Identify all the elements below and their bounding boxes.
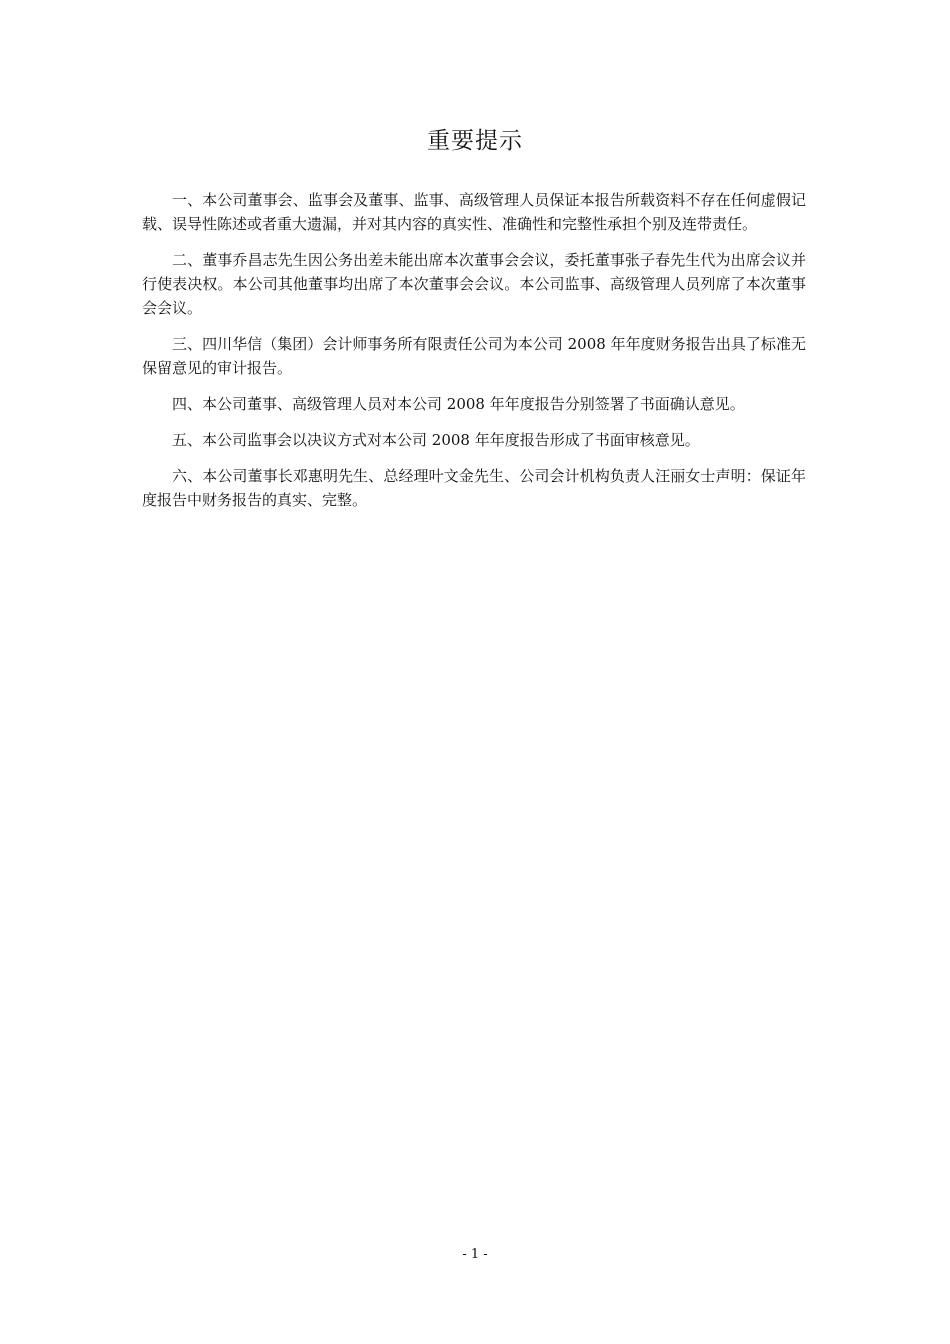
paragraph-4: 四、本公司董事、高级管理人员对本公司 2008 年年度报告分别签署了书面确认意见。 (172, 395, 745, 413)
document-body (142, 188, 806, 524)
paragraph-5: 五、本公司监事会以决议方式对本公司 2008 年年度报告形成了书面审核意见。 (172, 431, 700, 449)
paragraph-3: 三、四川华信（集团）会计师事务所有限责任公司为本公司 2008 年年度财务报告出具了标准无保留意见的审计报告。 (142, 335, 806, 377)
paragraph-6: 六、本公司董事长邓惠明先生、总经理叶文金先生、公司会计机构负责人汪丽女士声明：保证年度报告中财务报告的真实、完整。 (142, 467, 806, 509)
page-number: - 1 - (462, 1247, 488, 1262)
paragraph-1: 一、本公司董事会、监事会及董事、监事、高级管理人员保证本报告所载资料不存在任何虚假记载、误导性陈述或者重大遗漏，并对其内容的真实性、准确性和完整性承担个别及连带责任。 (142, 191, 806, 233)
page-title: 重要提示 (427, 128, 523, 154)
paragraph-2: 二、董事乔昌志先生因公务出差未能出席本次董事会会议，委托董事张子春先生代为出席会议并行使表决权。本公司其他董事均出席了本次董事会会议。本公司监事、高级管理人员列席了本次董事会会议。 (142, 251, 806, 317)
